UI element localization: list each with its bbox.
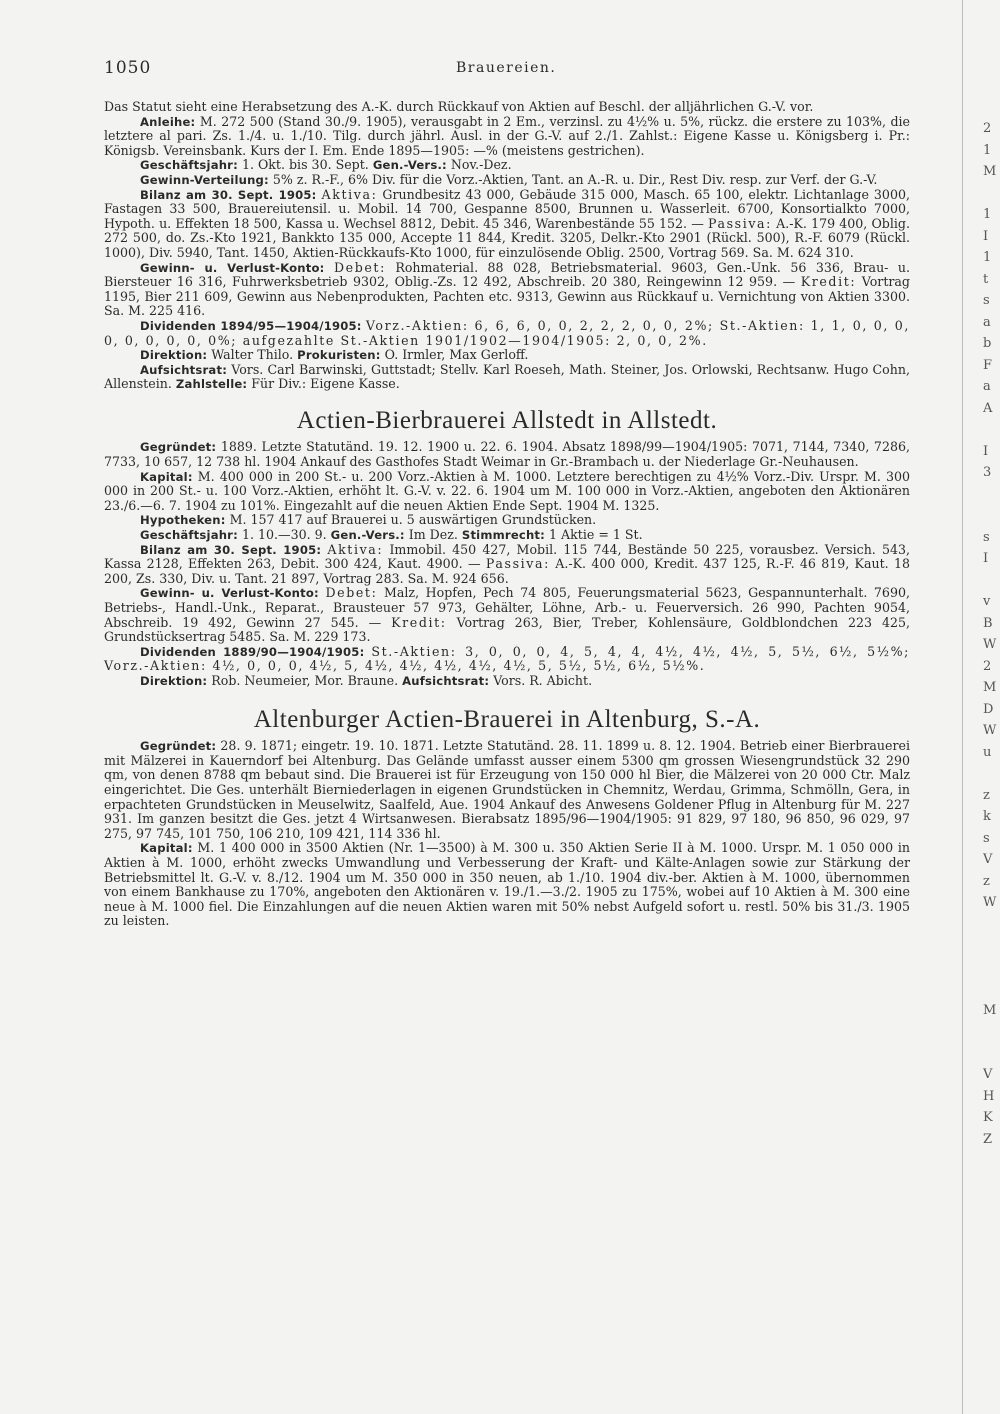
- allstedt-kapital: Kapital: M. 400 000 in 200 St.- u. 200 Vorz.-Aktien à M. 1000. Letztere berechtigen zu 4½% Vorz.-Div. Urspr. M. 300 000 in 200 St.- u. 100 Vorz.-Aktien, erhöht lt. G.-V. v. 22. 6. 1904 um M. 100 000 in Vorz.-Aktien, angeboten den Aktionären 23./6.—6. 7. 1904 zu 101%. Eingezahlt auf die neuen Aktien Ende Sept. 1904 M. 1325.: [104, 468, 910, 513]
- allstedt-hypotheken: Hypotheken: M. 157 417 auf Brauerei u. 5 auswärtigen Grundstücken.: [140, 512, 597, 528]
- running-head: Brauereien.: [456, 60, 557, 76]
- direktion-paragraph: Direktion: Walter Thilo. Prokuristen: O. Irmler, Max Gerloff.: [140, 347, 529, 363]
- altenburg-gegruendet: Gegründet: 28. 9. 1871; eingetr. 19. 10. 1871. Letzte Statutänd. 28. 11. 1899 u. 8. 12. 1904. Betrieb einer Bierbrauerei mit Mälzerei in Kauerndorf bei Altenburg. Das Gelände umfasst ausser einem 5300 qm grossen Wiesengrundstück 32 290 qm, von denen 8788 qm bebaut sind. Die Brauerei ist für Erzeugung von 150 000 hl Bier, die Mälzerei von 20 000 Ctr. Malz eingerichtet. Die Ges. unterhält Bierniederlagen in eigenen Grundstücken in Chemnitz, Werdau, Grimma, Schmölln, Gera, in erpachteten Grundstücken in Meuselwitz, Saalfeld, Aue. 1904 Ankauf des Anwesens Goldener Pflug in Altenburg für M. 227 931. Im ganzen besitzt die Ges. jetzt 4 Wirtsanwesen. Bierabsatz 1895/96—1904/1905: 91 829, 97 180, 96 850, 96 029, 97 275, 97 745, 101 750, 106 210, 109 421, 114 336 hl.: [104, 738, 910, 841]
- facing-page-edge: [962, 0, 963, 1414]
- allstedt-dividenden: Dividenden 1889/90—1904/1905: St.-Aktien: 3, 0, 0, 0, 4, 5, 4, 4, 4½, 4½, 4½, 5, 5½, 6½, 5½%; Vorz.-Aktien: 4½, 0, 0, 0, 4½, 5, 4½, 4½, 4½, 4½, 4½, 5, 5½, 5½, 6½, 5½%.: [104, 643, 910, 674]
- bilanz-paragraph: Bilanz am 30. Sept. 1905: Aktiva: Grundbesitz 43 000, Gebäude 315 000, Masch. 65 100, elektr. Lichtanlage 3000, Fastagen 33 500, Brauereiutensil. u. Mobil. 14 700, Gespanne 8500, Brunnen u. Wasserleit. 6700, Konsortialkto 7000, Hypoth. u. Effekten 18 500, Kassa u. Wechsel 8812, Debit. 45 346, Warenbestände 55 152. — Passiva: A.-K. 179 400, Oblig. 272 500, do. Zs.-Kto 1921, Bankkto 135 000, Accepte 11 844, Kredit. 3205, Delkr.-Kto 2901 (Rückl. 500), R.-F. 6079 (Rückl. 1000), Div. 5940, Tant. 1450, Aktien-Rückkaufs-Kto 1000, für einzulösende Oblig. 2500, Vortrag 569. Sa. M. 624 310.: [104, 186, 910, 260]
- allstedt-direktion: Direktion: Rob. Neumeier, Mor. Braune. Aufsichtsrat: Vors. R. Abicht.: [140, 672, 593, 688]
- statut-paragraph: Das Statut sieht eine Herabsetzung des A.-K. durch Rückkauf von Aktien auf Beschl. der alljährlichen G.-V. vor.: [104, 99, 814, 114]
- anleihe-paragraph: Anleihe: M. 272 500 (Stand 30./9. 1905), verausgabt in 2 Em., verzinsl. zu 4½% u. 5%, rückz. die erstere zu 103%, die letztere al pari. Zs. 1./4. u. 1./10. Tilg. durch jährl. Ausl. in der G.-V. auf 2./1. Zahlst.: Eigene Kasse u. Königsberg i. Pr.: Königsb. Vereinsbank. Kurs der I. Em. Ende 1895—1905: —% (meistens gestrichen).: [104, 113, 910, 158]
- page-number: 1050: [104, 58, 152, 78]
- guv-paragraph: Gewinn- u. Verlust-Konto: Debet: Rohmaterial. 88 028, Betriebsmaterial. 9603, Gen.-Unk. 56 336, Brau- u. Biersteuer 16 316, Fuhrwerksbetrieb 9302, Oblig.-Zs. 12 492, Abschreib. 20 380, Reingewinn 12 959. — Kredit: Vortrag 1195, Bier 211 609, Gewinn aus Nebenprodukten, Pachten etc. 9313, Gewinn aus Rückkauf u. Vernichtung von Aktien 3300. Sa. M. 225 416.: [104, 259, 910, 319]
- altenburg-kapital: Kapital: M. 1 400 000 in 3500 Aktien (Nr. 1—3500) à M. 300 u. 350 Aktien Serie II à M. 1000. Urspr. M. 1 050 000 in Aktien à M. 1000, erhöht zwecks Umwandlung und Verbesserung der Kraft- und Kälte-Anlagen sowie zur Stärkung der Betriebsmittel lt. G.-V. v. 8./12. 1904 um M. 350 000 in 350 neuen, ab 1./10. 1904 div.-ber. Aktien à M. 1000, übernommen von einem Bankhause zu 170%, angeboten den Aktionären v. 19./1.—3./2. 1905 zu 175%, wobei auf 10 Aktien à M. 300 eine neue à M. 1000 fiel. Die Einzahlungen auf die neuen Aktien waren mit 50% nebst Aufgeld sofort u. restl. 50% bis 31./3. 1905 zu leisten.: [104, 840, 910, 929]
- allstedt-bilanz: Bilanz am 30. Sept. 1905: Aktiva: Immobil. 450 427, Mobil. 115 744, Bestände 50 225, vorausbez. Versich. 543, Kassa 2128, Effekten 263, Debit. 300 424, Kaut. 4900. — Passiva: A.-K. 400 000, Kredit. 437 125, R.-F. 46 819, Kaut. 18 200, Zs. 330, Div. u. Tant. 21 897, Vortrag 283. Sa. M. 924 656.: [104, 541, 911, 586]
- gewinn-verteilung-paragraph: Gewinn-Verteilung: 5% z. R.-F., 6% Div. für die Vorz.-Aktien, Tant. an A.-R. u. Dir., Rest Div. resp. zur Verf. der G.-V.: [140, 171, 878, 187]
- page-bottom-spacer: [104, 929, 910, 935]
- page-content: [104, 100, 910, 935]
- page-header: [104, 58, 944, 80]
- dividenden-paragraph: Dividenden 1894/95—1904/1905: Vorz.-Aktien: 6, 6, 6, 0, 0, 2, 2, 2, 0, 0, 2%; St.-Aktien: 1, 1, 0, 0, 0, 0, 0, 0, 0, 0, 0%; aufgezahlte St.-Aktien 1901/1902—1904/1905: 2, 0, 0, 2%.: [104, 317, 910, 348]
- company-heading-allstedt: Actien-Bierbrauerei Allstedt in Allstedt.: [296, 406, 718, 434]
- facing-page-margin-text: 2 1 M 1 I 1 t s a b F a A I 3 s I v B W 2 M D W u z k s V z W M V H K Z: [983, 121, 997, 1147]
- aufsichtsrat-paragraph: Aufsichtsrat: Vors. Carl Barwinski, Guttstadt; Stellv. Karl Roeseh, Math. Steiner, Jos. Orlowski, Rechtsanw. Hugo Cohn, Allenstein. Zahlstelle: Für Div.: Eigene Kasse.: [104, 361, 910, 392]
- allstedt-gegruendet: Gegründet: 1889. Letzte Statutänd. 19. 12. 1900 u. 22. 6. 1904. Absatz 1898/99—1904/1905: 7071, 7144, 7340, 7286, 7733, 10 657, 12 738 hl. 1904 Ankauf des Gasthofes Stadt Weimar in Gr.-Brambach u. der Niederlage Gr.-Neuhausen.: [104, 439, 910, 470]
- allstedt-geschaeftsjahr: Geschäftsjahr: 1. 10.—30. 9. Gen.-Vers.: Im Dez. Stimmrecht: 1 Aktie = 1 St.: [140, 527, 643, 543]
- allstedt-guv: Gewinn- u. Verlust-Konto: Debet: Malz, Hopfen, Pech 74 805, Feuerungsmaterial 5623, Gespannunterhalt. 7690, Betriebs-, Handl.-Unk., Reparat., Brausteuer 57 973, Gehälter, Löhne, Arb.- u. Feuerversich. 26 990, Pachten 9054, Abschreib. 19 492, Gewinn 27 545. — Kredit: Vortrag 263, Bier, Treber, Kohlensäure, Goldblondchen 223 425, Grundstücksertrag 5485. Sa. M. 229 173.: [104, 585, 910, 645]
- geschaeftsjahr-paragraph: Geschäftsjahr: 1. Okt. bis 30. Sept. Gen.-Vers.: Nov.-Dez.: [140, 157, 512, 173]
- company-heading-altenburg: Altenburger Actien-Brauerei in Altenburg, S.-A.: [253, 705, 761, 733]
